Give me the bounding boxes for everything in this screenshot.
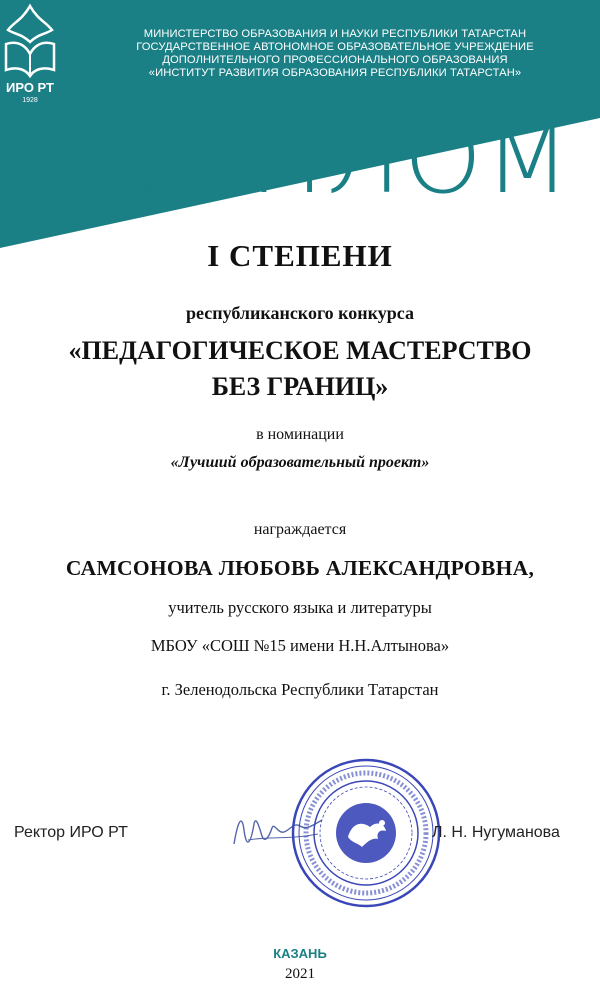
- diploma-title: ДИПЛОМ: [92, 99, 573, 216]
- logo-year: 1928: [22, 97, 38, 104]
- organization-name: [70, 28, 600, 80]
- degree: I СТЕПЕНИ: [207, 238, 393, 273]
- awardee-position: учитель русского языка и литературы: [168, 598, 432, 617]
- signer-name: Л. Н. Нугуманова: [432, 824, 560, 841]
- awarded-label: награждается: [253, 521, 347, 538]
- contest-name: [0, 333, 600, 405]
- org-line: ГОСУДАРСТВЕННОЕ АВТОНОМНОЕ ОБРАЗОВАТЕЛЬНОЕ УЧРЕЖДЕНИЕ: [136, 41, 534, 53]
- contest-name-line: БЕЗ ГРАНИЦ»: [211, 372, 389, 401]
- place: КАЗАНЬ: [273, 946, 327, 961]
- org-line: «ИНСТИТУТ РАЗВИТИЯ ОБРАЗОВАНИЯ РЕСПУБЛИКИ ТАТАРСТАН»: [148, 67, 522, 79]
- signer-title: Ректор ИРО РТ: [14, 824, 128, 841]
- awardee-school: МБОУ «СОШ №15 имени Н.Н.Алтынова»: [150, 636, 450, 655]
- contest-label: республиканского конкурса: [185, 303, 415, 323]
- org-line: ДОПОЛНИТЕЛЬНОГО ПРОФЕССИОНАЛЬНОГО ОБРАЗОВАНИЯ: [162, 54, 508, 66]
- official-seal-icon: [290, 757, 442, 909]
- nomination-name: «Лучший образовательный проект»: [170, 454, 430, 471]
- logo-text: ИРО РТ: [5, 80, 54, 95]
- awardee-city: г. Зеленодольска Республики Татарстан: [161, 680, 439, 699]
- awardee-name: САМСОНОВА ЛЮБОВЬ АЛЕКСАНДРОВНА,: [65, 556, 535, 580]
- year: 2021: [285, 966, 315, 982]
- nomination-label: в номинации: [256, 426, 344, 443]
- contest-name-line: «ПЕДАГОГИЧЕСКОЕ МАСТЕРСТВО: [68, 336, 532, 365]
- org-line: МИНИСТЕРСТВО ОБРАЗОВАНИЯ И НАУКИ РЕСПУБЛИКИ ТАТАРСТАН: [143, 28, 527, 40]
